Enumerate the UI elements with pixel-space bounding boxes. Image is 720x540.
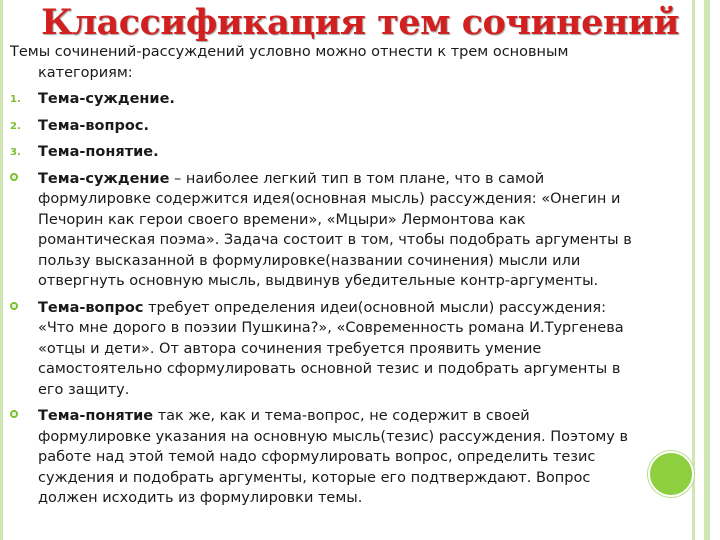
numbered-item-2 bbox=[10, 116, 698, 137]
bullet-line: работе над этой темой надо сформулировать вопрос, определить тезис bbox=[38, 449, 596, 465]
bullet-line: должен исходить из формулировки темы. bbox=[38, 490, 363, 506]
intro-line-1: Темы сочинений-рассуждений условно можно отнести к трем основным bbox=[10, 44, 569, 60]
circle-bullet-icon bbox=[10, 173, 18, 181]
numbered-item-3 bbox=[10, 142, 698, 163]
bullet-line: «Что мне дорого в поэзии Пушкина?», «Современность романа И.Тургенева bbox=[38, 320, 624, 336]
bullet-line: самостоятельно сформулировать основной тезис и подобрать аргументы в bbox=[38, 361, 621, 377]
circle-bullet-icon bbox=[10, 410, 18, 418]
slide-content bbox=[10, 42, 698, 509]
numbered-item-1 bbox=[10, 89, 698, 110]
bullet-line: суждения и подобрать аргументы, которые его подтверждают. Вопрос bbox=[38, 469, 591, 486]
bullet-line: его защиту. bbox=[38, 381, 130, 398]
left-border-stripe bbox=[0, 0, 3, 540]
number-marker: 3. bbox=[10, 147, 21, 158]
bullet-line: Печорин как герои своего времени», «Мцыри» Лермонтова как bbox=[38, 211, 526, 228]
bullet-line: «отцы и дети». От автора сочинения требуется проявить умение bbox=[38, 340, 542, 357]
bullet-line: требует определения идеи(основной мысли) рассуждения: bbox=[143, 299, 607, 316]
numbered-item-label: Тема-суждение. bbox=[38, 91, 175, 107]
bullet-line: – наиболее легкий тип в том плане, что в самой bbox=[169, 170, 545, 187]
numbered-item-label: Тема-вопрос. bbox=[38, 117, 149, 134]
slide-title: Классификация тем сочинений bbox=[41, 2, 679, 43]
bullet-line: формулировке содержится идея(основная мысль) рассуждения: «Онегин и bbox=[38, 191, 621, 207]
numbered-item-label: Тема-понятие. bbox=[38, 144, 159, 160]
intro-paragraph bbox=[10, 42, 698, 83]
bullet-item-concept bbox=[10, 406, 698, 509]
bullet-line: так же, как и тема-вопрос, не содержит в своей bbox=[153, 408, 530, 424]
right-border-stripe-outer bbox=[704, 0, 710, 540]
circle-bullet-icon bbox=[10, 302, 18, 310]
intro-line-2: категориям: bbox=[38, 64, 133, 81]
bullet-line: романтическая поэма». Задача состоит в том, чтобы подобрать аргументы в bbox=[38, 232, 632, 248]
bullet-item-judgment bbox=[10, 169, 698, 292]
bullet-line: формулировке указания на основную мысль(тезис) рассуждения. Поэтому в bbox=[38, 428, 629, 445]
number-marker: 1. bbox=[10, 94, 21, 105]
bullet-term: Тема-понятие bbox=[38, 408, 154, 424]
bullet-item-question bbox=[10, 298, 698, 401]
number-marker: 2. bbox=[10, 120, 21, 132]
bullet-term: Тема-суждение bbox=[38, 170, 170, 187]
bullet-term: Тема-вопрос bbox=[38, 299, 144, 316]
bullet-line: отвергнуть основную мысль, выдвинув убедительные контр-аргументы. bbox=[38, 273, 599, 289]
bullet-line: пользу высказанной в формулировке(названии сочинения) мысли или bbox=[38, 252, 581, 269]
